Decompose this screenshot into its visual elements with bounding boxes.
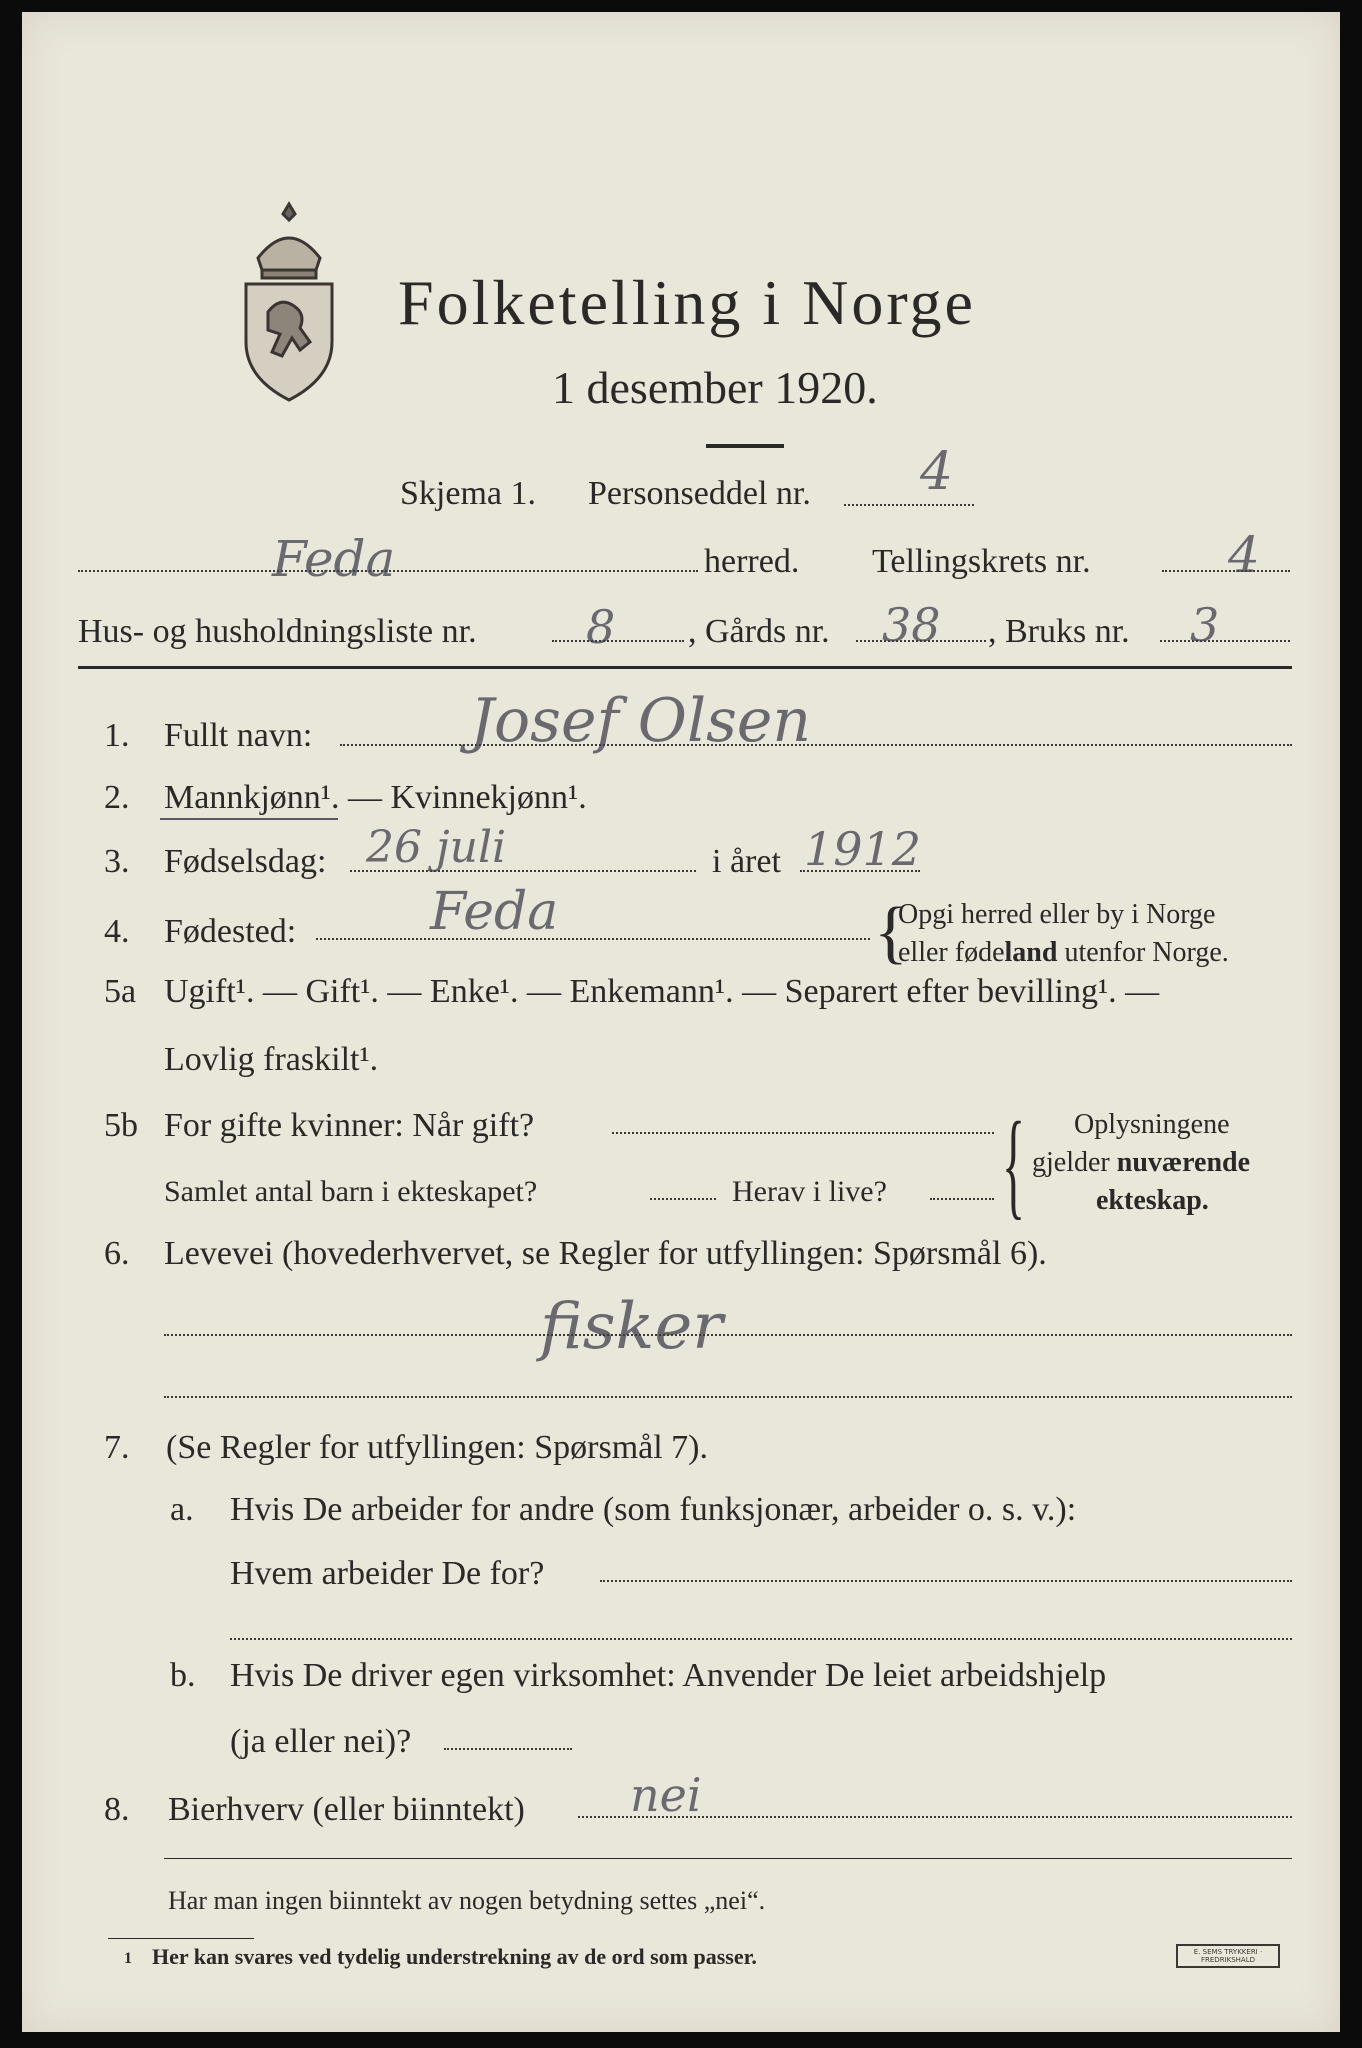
q7-label: (Se Regler for utfyllingen: Spørsmål 7). — [166, 1429, 709, 1466]
q5b-line2b-dots — [930, 1198, 994, 1200]
q7a-line3-dots — [230, 1638, 1292, 1640]
q5b-line2b: Herav i live? — [732, 1175, 887, 1208]
personseddel-value[interactable]: 4 — [920, 442, 954, 502]
q7a-line2-dots — [600, 1580, 1292, 1582]
q8-number: 8. — [104, 1791, 130, 1828]
bruks-line — [1160, 640, 1290, 642]
footnote-text: Her kan svares ved tydelig understrekning av de ord som passer. — [152, 1944, 757, 1969]
hus-line — [552, 640, 684, 642]
q1-value[interactable]: Josef Olsen — [470, 686, 812, 756]
q6-line1 — [164, 1334, 1292, 1336]
q5b-note3 — [1096, 1184, 1209, 1218]
q7b-line2-dots — [444, 1748, 572, 1750]
q5b-note2-a: gjelder — [1032, 1147, 1117, 1178]
q5b-note-brace: { — [1002, 1097, 1026, 1230]
q5b-number: 5b — [104, 1107, 138, 1144]
q6-label: Levevei (hovederhvervet, se Regler for utfyllingen: Spørsmål 6). — [164, 1235, 1047, 1272]
q7a-letter: a. — [170, 1491, 194, 1528]
gards-value[interactable]: 38 — [882, 598, 941, 652]
printer-stamp — [1176, 1944, 1280, 1968]
q5b-note2-b: nuværende — [1116, 1147, 1251, 1178]
q5b-line1-dots — [612, 1132, 994, 1134]
q2-underline-mannkjonn — [160, 818, 338, 820]
q5b-note3-text: ekteskap. — [1096, 1185, 1209, 1216]
q8-label: Bierhverv (eller biinntekt) — [168, 1791, 525, 1828]
q4-note-line1: Opgi herred eller by i Norge — [898, 899, 1216, 930]
tellingskrets-line — [1162, 570, 1290, 572]
q7b-letter: b. — [170, 1657, 196, 1694]
q4-note-line2 — [898, 936, 1229, 970]
q5a-line1: Ugift¹. — Gift¹. — Enke¹. — Enkemann¹. — Separert efter bevilling¹. — — [164, 973, 1160, 1010]
personseddel-line — [844, 504, 974, 506]
q7b-line2: (ja eller nei)? — [230, 1723, 412, 1760]
q3-year-label: i året — [712, 843, 781, 880]
q5b-line2a: Samlet antal barn i ekteskapet? — [164, 1175, 538, 1208]
q4-note-line2-b: land — [1004, 937, 1058, 968]
form-date: 1 desember 1920. — [552, 362, 878, 413]
q2-label: Mannkjønn¹. — Kvinnekjønn¹. — [164, 779, 587, 816]
herred-label: herred. — [704, 543, 800, 580]
q5a-number: 5a — [104, 973, 137, 1010]
q4-note-brace: { — [874, 894, 908, 971]
norwegian-coat-of-arms-icon — [228, 200, 350, 405]
footnote-mark: 1 — [124, 1950, 132, 1967]
q5b-line1: For gifte kvinner: Når gift? — [164, 1107, 535, 1144]
bruks-label: , Bruks nr. — [988, 613, 1130, 650]
q5b-line2a-dots — [650, 1198, 716, 1200]
form-title: Folketelling i Norge — [398, 267, 976, 338]
tellingskrets-label: Tellingskrets nr. — [872, 543, 1091, 580]
hus-label: Hus- og husholdningsliste nr. — [78, 613, 477, 650]
printer-stamp-text: E. SEMS TRYKKERI · FREDRIKSHALD — [1193, 1948, 1263, 1964]
personseddel-label: Personseddel nr. — [588, 475, 811, 512]
q3-number: 3. — [104, 843, 130, 880]
q7-number: 7. — [104, 1429, 130, 1466]
q7a-line1: Hvis De arbeider for andre (som funksjonær, arbeider o. s. v.): — [230, 1491, 1077, 1528]
q5b-note2 — [1032, 1146, 1250, 1180]
q4-label: Fødested: — [164, 913, 297, 950]
q3-label: Fødselsdag: — [164, 843, 327, 880]
q4-number: 4. — [104, 913, 130, 950]
q4-note-line2-a: eller føde — [898, 937, 1005, 968]
q6-line2 — [164, 1396, 1292, 1398]
hus-value[interactable]: 8 — [586, 600, 616, 654]
herred-value[interactable]: Feda — [272, 530, 396, 588]
q7b-line1: Hvis De driver egen virksomhet: Anvender De leiet arbeidshjelp — [230, 1657, 1107, 1694]
q6-number: 6. — [104, 1235, 130, 1272]
footnote-separator — [108, 1938, 254, 1939]
footer-note: Har man ingen biinntekt av nogen betydning settes „nei“. — [168, 1886, 766, 1915]
q4-note-line2-c: utenfor Norge. — [1057, 937, 1229, 968]
gards-label: , Gårds nr. — [688, 613, 830, 650]
q5a-line2: Lovlig fraskilt¹. — [164, 1041, 379, 1078]
q3-value[interactable]: 26 juli — [366, 822, 507, 873]
skjema-label: Skjema 1. — [400, 475, 536, 512]
title-divider — [706, 444, 784, 448]
tellingskrets-value[interactable]: 4 — [1228, 526, 1260, 584]
q1-label: Fullt navn: — [164, 717, 313, 754]
footer-separator — [164, 1858, 1292, 1859]
q6-value[interactable]: fisker — [540, 1290, 723, 1364]
q2-number: 2. — [104, 779, 130, 816]
header-separator — [78, 666, 1292, 669]
q5b-note1: Oplysningene — [1074, 1109, 1230, 1140]
q3-year-value[interactable]: 1912 — [804, 822, 922, 876]
q4-line — [316, 938, 870, 940]
q1-number: 1. — [104, 717, 130, 754]
q7a-line2: Hvem arbeider De for? — [230, 1555, 545, 1592]
q8-value[interactable]: nei — [630, 1768, 702, 1822]
q4-value[interactable]: Feda — [430, 882, 559, 942]
bruks-value[interactable]: 3 — [1190, 598, 1220, 652]
